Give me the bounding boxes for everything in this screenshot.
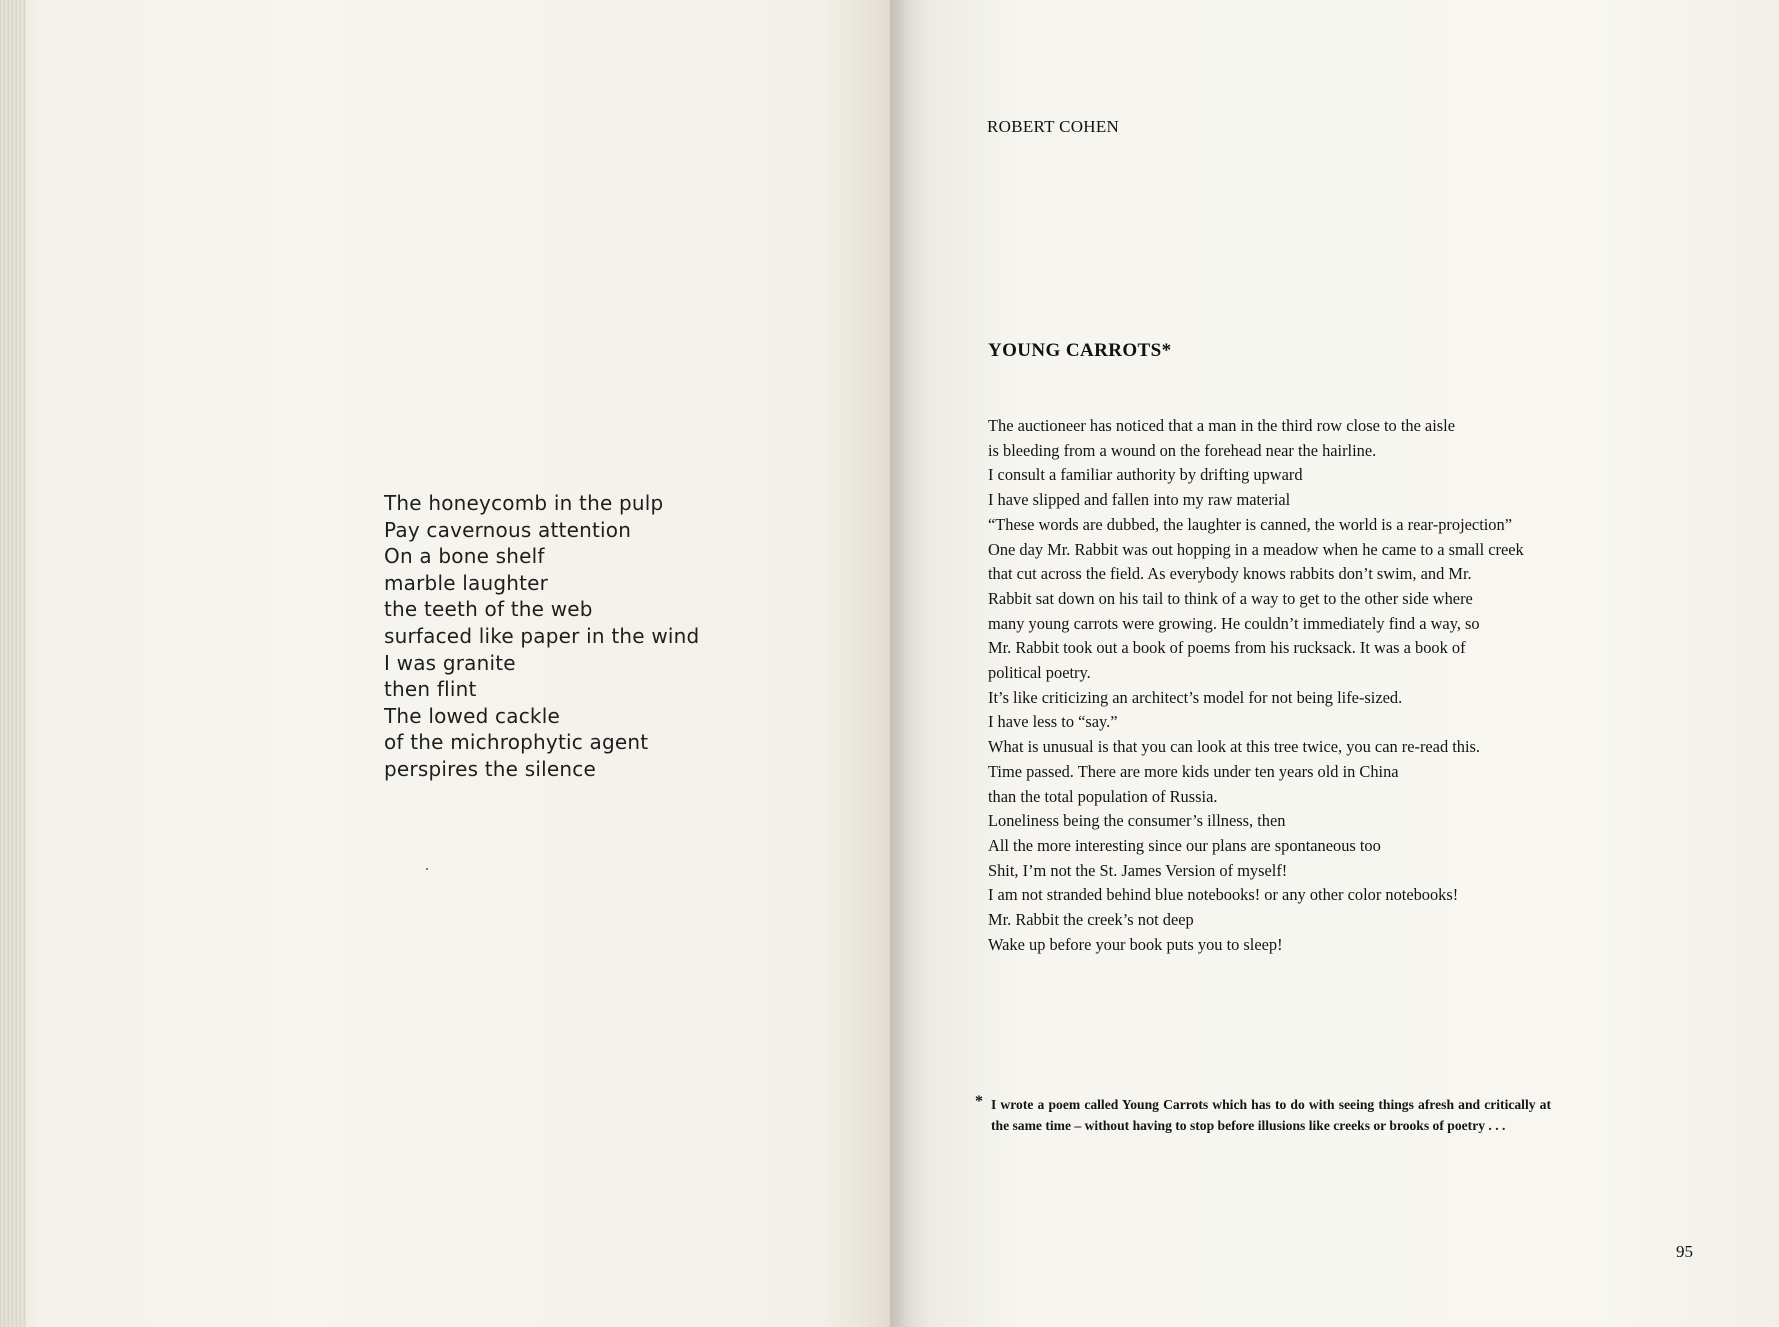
poem-line: Pay cavernous attention [384,517,632,542]
poem-line: of the michrophytic agent [384,730,649,755]
poem-line: marble laughter [384,570,549,595]
poem-line: Shit, I’m not the St. James Version of myself! [988,860,1288,880]
poem-line: I am not stranded behind blue notebooks! or any other color notebooks! [988,885,1459,905]
poem-line: Mr. Rabbit took out a book of poems from his rucksack. It was a book of [988,638,1466,658]
book-gutter [890,0,910,1327]
poem-line: Loneliness being the consumer’s illness, then [988,811,1286,831]
page-edges [0,0,26,1327]
poem-line: What is unusual is that you can look at this tree twice, you can re-read this. [988,737,1481,757]
poem-line: I have less to “say.” [988,712,1118,732]
poem-line: All the more interesting since our plans are spontaneous too [988,835,1381,855]
left-poem [384,490,699,783]
poem-line: surfaced like paper in the wind [384,623,700,648]
poem-line: that cut across the field. As everybody knows rabbits don’t swim, and Mr. [988,564,1472,584]
poem-line: The honeycomb in the pulp [384,491,664,515]
footnote-mark: * [975,1093,983,1110]
poem-line: is bleeding from a wound on the forehead near the hairline. [988,440,1377,460]
poem-line: I consult a familiar authority by drifting upward [988,465,1303,485]
poem-line: Wake up before your book puts you to sleep! [988,934,1283,954]
poem-line: “These words are dubbed, the laughter is canned, the world is a rear-projection” [988,514,1512,534]
poem-line: Rabbit sat down on his tail to think of a way to get to the other side where [988,588,1473,608]
footnote [975,1094,1551,1136]
poem-line: I was granite [384,650,516,675]
poem-line: Mr. Rabbit the creek’s not deep [988,910,1194,930]
poem-line: Time passed. There are more kids under ten years old in China [988,761,1399,781]
poem-line: then flint [384,677,477,702]
poem-line: I have slipped and fallen into my raw material [988,490,1291,510]
footnote-text: I wrote a poem called Young Carrots which has to do with seeing things afresh and critically at the same time – without having to stop before illusions like creeks or brooks of poetry . . . [991,1097,1551,1133]
page-number: 95 [1676,1242,1693,1261]
ink-speck [426,868,428,870]
poem-line: One day Mr. Rabbit was out hopping in a meadow when he came to a small creek [988,539,1524,559]
author-name: ROBERT COHEN [987,117,1120,136]
poem-line: The lowed cackle [384,703,560,728]
right-poem [988,414,1524,957]
poem-line: perspires the silence [384,756,596,781]
poem-line: many young carrots were growing. He couldn’t immediately find a way, so [988,613,1480,633]
right-page [900,0,1779,1327]
poem-line: than the total population of Russia. [988,786,1218,806]
poem-line: the teeth of the web [384,597,593,622]
poem-line: On a bone shelf [384,544,545,569]
poem-line: It’s like criticizing an architect’s model for not being life-sized. [988,687,1403,707]
poem-line: The auctioneer has noticed that a man in the third row close to the aisle [988,416,1455,435]
poem-line: political poetry. [988,663,1091,683]
poem-title: YOUNG CARROTS* [988,340,1172,361]
